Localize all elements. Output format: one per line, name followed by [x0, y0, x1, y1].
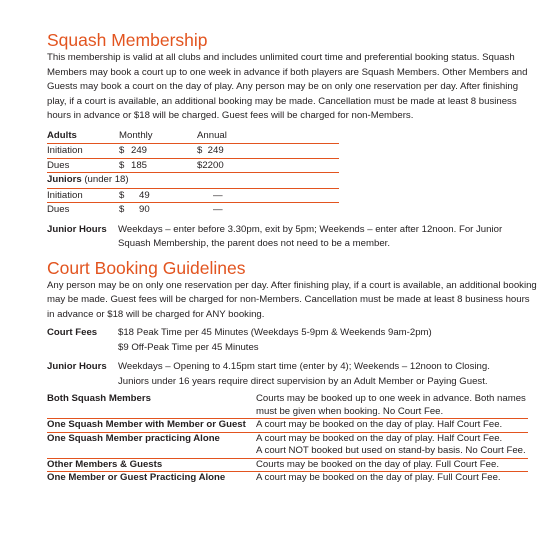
rule-text-secondary: A court NOT booked but used on stand-by basis. No Court Fee.: [256, 445, 526, 456]
rule-text: A court may be booked on the day of play. Full Court Fee.: [256, 472, 528, 485]
fee-name: Initiation: [47, 144, 119, 159]
booking-rules-table: [47, 393, 528, 485]
currency-symbol: $: [119, 145, 125, 156]
junior-hours-supervision: Juniors under 16 years require direct supervision by an Adult Member or Paying Guest.: [118, 375, 488, 387]
membership-intro: This membership is valid at all clubs and includes unlimited court time and preferential booking status. Squash Members may book a court up to one week in advance if both players are Squash Members. Other Members and Guests may book a court on the day of play. Any person may be on only one reservation per day. After finishing play, if a court is available, an additional booking may be made. Cancellation must be made at least 8 business hours in advance or $18 will be charged. Guest fees will be charged for non-Members.: [47, 52, 528, 121]
booking-junior-hours: [47, 360, 537, 389]
monthly-cell: [119, 188, 197, 203]
table-row: [47, 393, 528, 419]
juniors-label: Juniors: [47, 174, 82, 185]
rule-who: One Squash Member with Member or Guest: [47, 419, 256, 433]
court-fees-peak: $18 Peak Time per 45 Minutes (Weekdays 5-9pm & Weekends 9am-2pm): [118, 327, 432, 338]
table-row: [47, 158, 339, 173]
rule-who: One Squash Member practicing Alone: [47, 432, 256, 458]
junior-hours-term: Junior Hours: [47, 361, 107, 372]
rule-text: Courts may be booked up to one week in advance. Both names must be given when booking. No Court Fee.: [256, 393, 526, 417]
adults-label: Adults: [47, 129, 119, 144]
table-row: [47, 419, 528, 433]
annual-fee: —: [213, 204, 223, 215]
annual-column-header: Annual: [197, 129, 339, 144]
juniors-sublabel: (under 18): [84, 174, 129, 185]
annual-fee: $2200: [197, 158, 339, 173]
rule-who: Other Members & Guests: [47, 458, 256, 472]
booking-intro: Any person may be on only one reservation per day. After finishing play, if a court is available, an additional booking may be made. Guest fees will be charged for non-Members. Cancellation must be made at least 8 business hours in advance or $18 will be charged for ANY booking.: [47, 279, 537, 320]
booking-heading: Court Booking Guidelines: [47, 257, 246, 278]
monthly-cell: [119, 203, 197, 217]
junior-hours-term: Junior Hours: [47, 223, 107, 235]
juniors-header-row: [47, 173, 339, 189]
booking-details: [47, 326, 537, 389]
monthly-fee: 90: [139, 204, 150, 215]
rule-who: Both Squash Members: [47, 393, 151, 404]
membership-heading: Squash Membership: [47, 30, 208, 50]
monthly-fee: 249: [131, 145, 148, 156]
currency-symbol: $: [119, 204, 125, 215]
junior-hours-desc: Weekdays – enter before 3.30pm, exit by 5pm; Weekends – enter after 12noon. For Junior Squash Membership, the parent does not need to be a member.: [118, 223, 503, 249]
court-fees: [47, 326, 537, 355]
juniors-label-cell: [47, 173, 339, 189]
rule-text: A court may be booked on the day of play. Half Court Fee.: [256, 432, 503, 444]
junior-hours-desc: [118, 360, 537, 389]
monthly-fee: 49: [139, 189, 150, 201]
court-fees-offpeak: $9 Off-Peak Time per 45 Minutes: [118, 341, 259, 353]
membership-junior-hours: [47, 223, 537, 252]
fee-name: Dues: [47, 204, 70, 215]
adults-header-row: [47, 129, 339, 144]
fee-name: Dues: [47, 158, 119, 173]
table-row: [47, 188, 339, 203]
junior-hours-weekdays: Weekdays – Opening to 4.15pm start time (enter by 4); Weekends – 12noon to Closing.: [118, 361, 490, 372]
court-fees-desc: [118, 326, 537, 355]
rule-text-cell: [256, 432, 528, 458]
monthly-cell: [119, 144, 197, 159]
document-page: [47, 30, 537, 485]
annual-fee: —: [197, 188, 339, 203]
monthly-cell: [119, 158, 197, 173]
table-row: [47, 144, 339, 159]
table-row: [47, 458, 528, 472]
currency-symbol: $: [119, 159, 125, 171]
rule-text: Courts may be booked on the day of play. Full Court Fee.: [256, 458, 528, 472]
rule-who: One Member or Guest Practicing Alone: [47, 472, 256, 485]
membership-fee-table: [47, 129, 339, 217]
annual-fee: $ 249: [197, 144, 339, 159]
rule-text: A court may be booked on the day of play. Half Court Fee.: [256, 419, 528, 433]
monthly-fee: 185: [131, 159, 148, 171]
monthly-column-header: Monthly: [119, 129, 197, 144]
table-row: [47, 472, 528, 485]
fee-name: Initiation: [47, 188, 119, 203]
table-row: [47, 432, 528, 458]
court-fees-term: Court Fees: [47, 327, 98, 338]
currency-symbol: $: [119, 189, 125, 201]
table-row: [47, 203, 339, 217]
